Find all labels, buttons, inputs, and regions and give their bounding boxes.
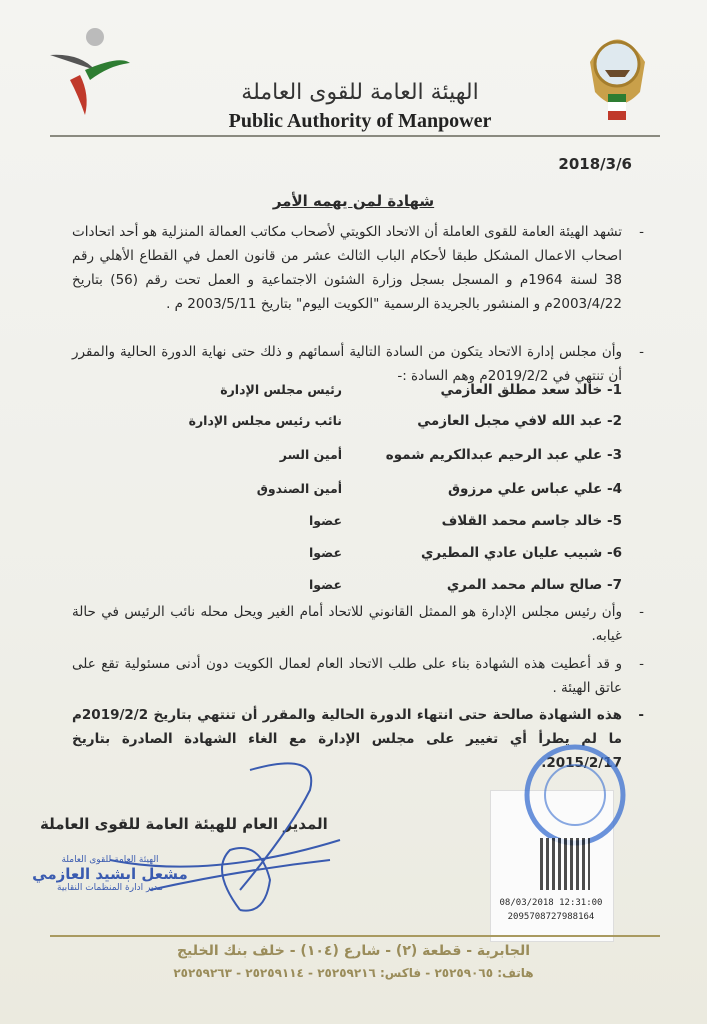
kuwait-emblem-icon (570, 22, 665, 127)
signatory-title: المدير العام للهيئة العامة للقوى العاملة (40, 815, 328, 833)
member-role: رئيس مجلس الإدارة (220, 382, 342, 397)
footer-address: الجابرية - قطعة (٢) - شارع (١٠٤) - خلف بنك الخليج (176, 943, 531, 959)
member-row (102, 382, 622, 404)
member-name: 1- خالد سعد مطلق العازمي (440, 382, 622, 398)
official-seal-icon (520, 740, 630, 850)
member-name: 4- علي عباس علي مرزوق (447, 481, 622, 497)
member-role: أمين الصندوق (256, 481, 342, 496)
paragraph-board: - وأن مجلس إدارة الاتحاد يتكون من السادة التالية أسمائهم و ذلك حتى نهاية الدورة الحالية والمقرر أن تنتهي في 2019/2/2م وهم السادة :- (72, 340, 622, 388)
paragraph-validity: - هذه الشهادة صالحة حتى انتهاء الدورة الحالية والمقرر أن تنتهي بتاريخ 2019/2/2م ما لم يطرأ أي تغيير على مجلس الإدارة مع الغاء الشهادة الصادرة بتاريخ 2015/2/17. (72, 703, 622, 775)
member-row (102, 577, 622, 599)
qr-number: 2095708727988164 (507, 912, 595, 922)
manpower-logo-icon (40, 25, 140, 120)
member-role: عضوا (309, 513, 342, 528)
footer-divider (50, 935, 660, 937)
header-divider (50, 135, 660, 137)
org-name-english: Public Authority of Manpower (228, 110, 492, 132)
document-date: 2018/3/6 (558, 155, 632, 173)
org-name-arabic: الهيئة العامة للقوى العاملة (241, 80, 479, 105)
member-row (102, 545, 622, 567)
member-row (102, 447, 622, 469)
member-name: 2- عبد الله لافي مجبل العازمي (417, 413, 622, 429)
member-name: 3- علي عبد الرحيم عبدالكريم شموه (385, 447, 622, 463)
paragraph-issued: - و قد أعطيت هذه الشهادة بناء على طلب الاتحاد العام لعمال الكويت دون أدنى مسئولية تقع على عاتق الهيئة . (72, 652, 622, 700)
member-role: عضوا (309, 577, 342, 592)
qr-datetime: 08/03/2018 12:31:00 (499, 898, 603, 908)
stamp-name: مشعل ابشيد العازمي (32, 865, 188, 883)
stamp-org: الهيئة العامة للقوى العاملة (61, 855, 159, 865)
member-row (102, 513, 622, 535)
qr-code-icon (540, 838, 590, 890)
document-title: شهادة لمن يهمه الأمر (272, 192, 435, 210)
member-row (102, 413, 622, 435)
stamp-role: مدير ادارة المنظمات النقابية (57, 883, 163, 893)
paragraph-certification: - تشهد الهيئة العامة للقوى العاملة أن الاتحاد الكويتي لأصحاب مكاتب العمالة المنزلية هو أحد اتحادات اصحاب الاعمال المشكل طبقا لأحكام الباب الثالث عشر من قانون العمل في القطاع الأهلي رقم 38 لسنة 1964م و المسجل بسجل وزارة الشئون الاجتماعية و العمل تحت رقم (56) بتاريخ 2003/4/22م و المنشور بالجريدة الرسمية "الكويت اليوم" بتاريخ 2003/5/11 م . (72, 220, 622, 316)
member-name: 5- خالد جاسم محمد القلاف (441, 513, 622, 529)
paragraph-representative: - وأن رئيس مجلس الإدارة هو الممثل القانوني للاتحاد أمام الغير ويحل محله نائب الرئيس في حالة غيابه. (72, 600, 622, 648)
member-name: 6- شبيب عليان عادي المطيري (420, 545, 622, 561)
footer-phones: هاتف: ٢٥٢٥٩٠٦٥ - فاكس: ٢٥٢٥٩٢١٦ - ٢٥٢٥٩١١٤ - ٢٥٢٥٩٢٦٣ (173, 966, 534, 980)
member-role: أمين السر (279, 447, 342, 462)
member-row (102, 481, 622, 503)
member-role: عضوا (309, 545, 342, 560)
member-name: 7- صالح سالم محمد المري (446, 577, 622, 593)
handwritten-signature (90, 750, 370, 930)
member-role: نائب رئيس مجلس الإدارة (188, 413, 342, 428)
